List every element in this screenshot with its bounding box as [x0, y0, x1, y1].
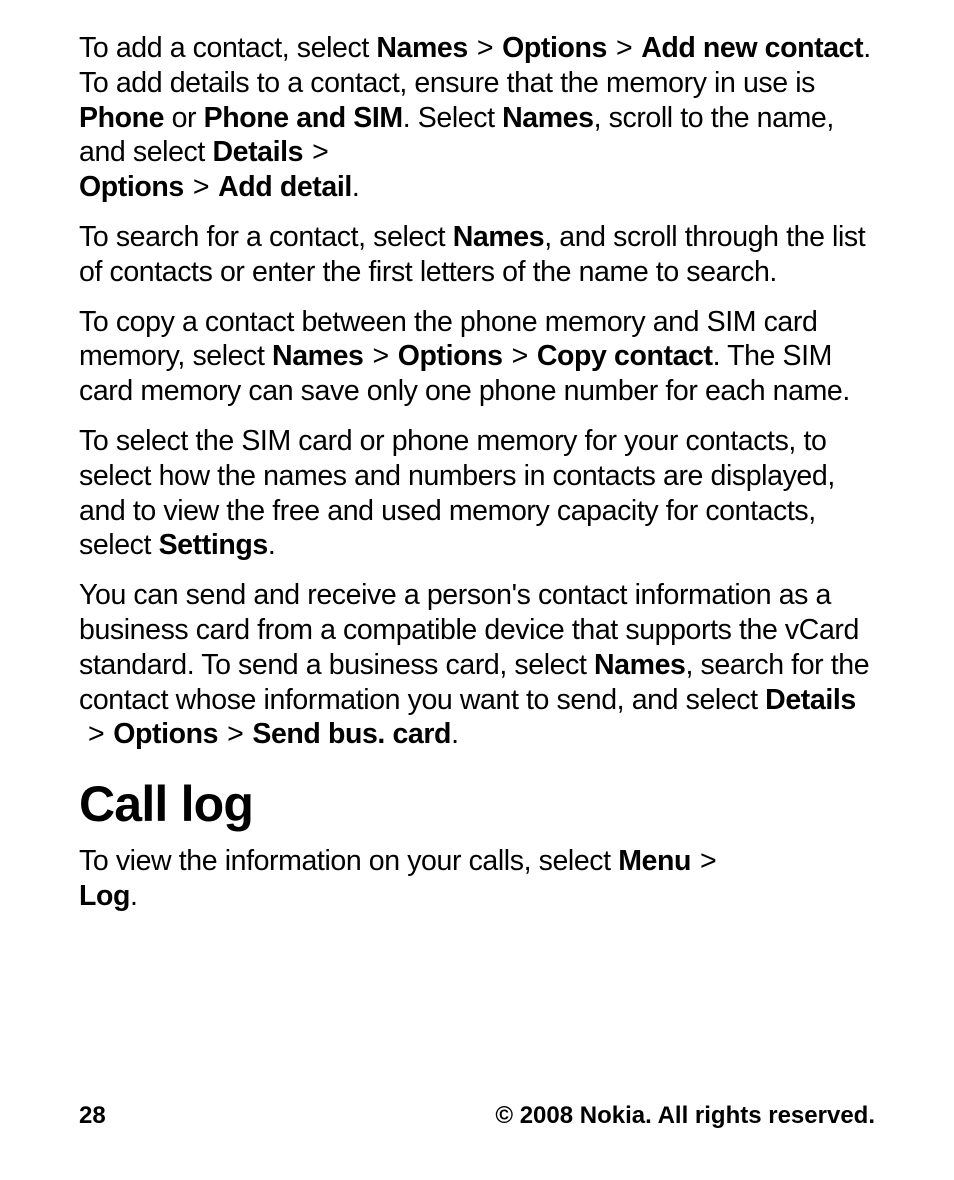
menu-term: Add new contact — [641, 32, 864, 64]
menu-term: Options — [79, 171, 184, 204]
text-run: To copy a contact between the phone memory and SIM card memory, select — [79, 305, 818, 373]
menu-term: Names — [594, 648, 686, 681]
text-run: . — [451, 718, 459, 751]
text-run: , scroll to the name, and select — [79, 101, 834, 169]
menu-term: Copy contact — [536, 340, 713, 373]
menu-term: Details — [765, 683, 856, 716]
section-heading-call-log: Call log — [79, 776, 254, 833]
text-run: . To add details to a contact, ensure that the memory in use is — [79, 32, 871, 99]
page-number: 28 — [79, 1102, 106, 1129]
text-run: . — [351, 171, 360, 204]
text-run: , and scroll through the list of contacts or enter the first letters of the name to search. — [79, 220, 866, 288]
menu-separator: > — [615, 32, 633, 64]
menu-term: Options — [397, 340, 503, 373]
paragraph-copy-contact — [79, 305, 879, 409]
text-run: To select the SIM card or phone memory for your contacts, to select how the names and numbers in contacts are displayed, and to view the free and used memory capacity for contacts, select — [79, 424, 835, 562]
paragraph-settings — [79, 424, 879, 563]
menu-term: Settings — [158, 529, 268, 562]
document-page — [79, 31, 879, 929]
text-run: You can send and receive a person's contact information as a business card from a compatible device that supports the vCard standard. To send a business card, select — [79, 579, 859, 681]
menu-separator: > — [511, 340, 528, 373]
menu-term: Phone — [79, 101, 165, 134]
menu-term: Menu — [618, 845, 691, 878]
menu-separator: > — [700, 845, 717, 878]
paragraph-add-contact — [79, 31, 879, 205]
menu-separator: > — [372, 340, 389, 373]
menu-term: Options — [113, 718, 219, 751]
menu-separator: > — [227, 718, 244, 751]
menu-separator: > — [88, 718, 105, 751]
menu-term: Options — [502, 32, 607, 64]
paragraph-business-card — [79, 578, 879, 752]
menu-separator: > — [476, 32, 494, 64]
menu-term: Names — [502, 101, 594, 134]
menu-term: Names — [272, 340, 364, 373]
menu-term: Send bus. card — [252, 718, 452, 751]
menu-separator: > — [192, 171, 210, 204]
text-run: To search for a contact, select — [79, 220, 453, 253]
text-run: . — [267, 529, 276, 562]
text-run: . The SIM card memory can save only one phone number for each name. — [79, 340, 850, 408]
menu-term: Names — [376, 32, 468, 64]
paragraph-call-log — [79, 844, 879, 914]
text-run: . Select — [402, 101, 503, 134]
text-run: , search for the contact whose information you want to send, and select — [79, 648, 870, 716]
text-run: To add a contact, select — [79, 32, 377, 64]
menu-term: Names — [452, 220, 545, 253]
menu-term: Log — [79, 879, 131, 912]
menu-term: Add detail — [218, 171, 352, 204]
paragraph-search-contact — [79, 220, 879, 290]
menu-separator: > — [312, 136, 329, 169]
menu-term: Phone and SIM — [203, 101, 403, 134]
text-run: . — [130, 879, 138, 912]
text-run: To view the information on your calls, select — [79, 845, 619, 878]
copyright-notice: © 2008 Nokia. All rights reserved. — [495, 1102, 875, 1129]
menu-term: Details — [212, 136, 304, 169]
text-run: or — [164, 101, 204, 134]
